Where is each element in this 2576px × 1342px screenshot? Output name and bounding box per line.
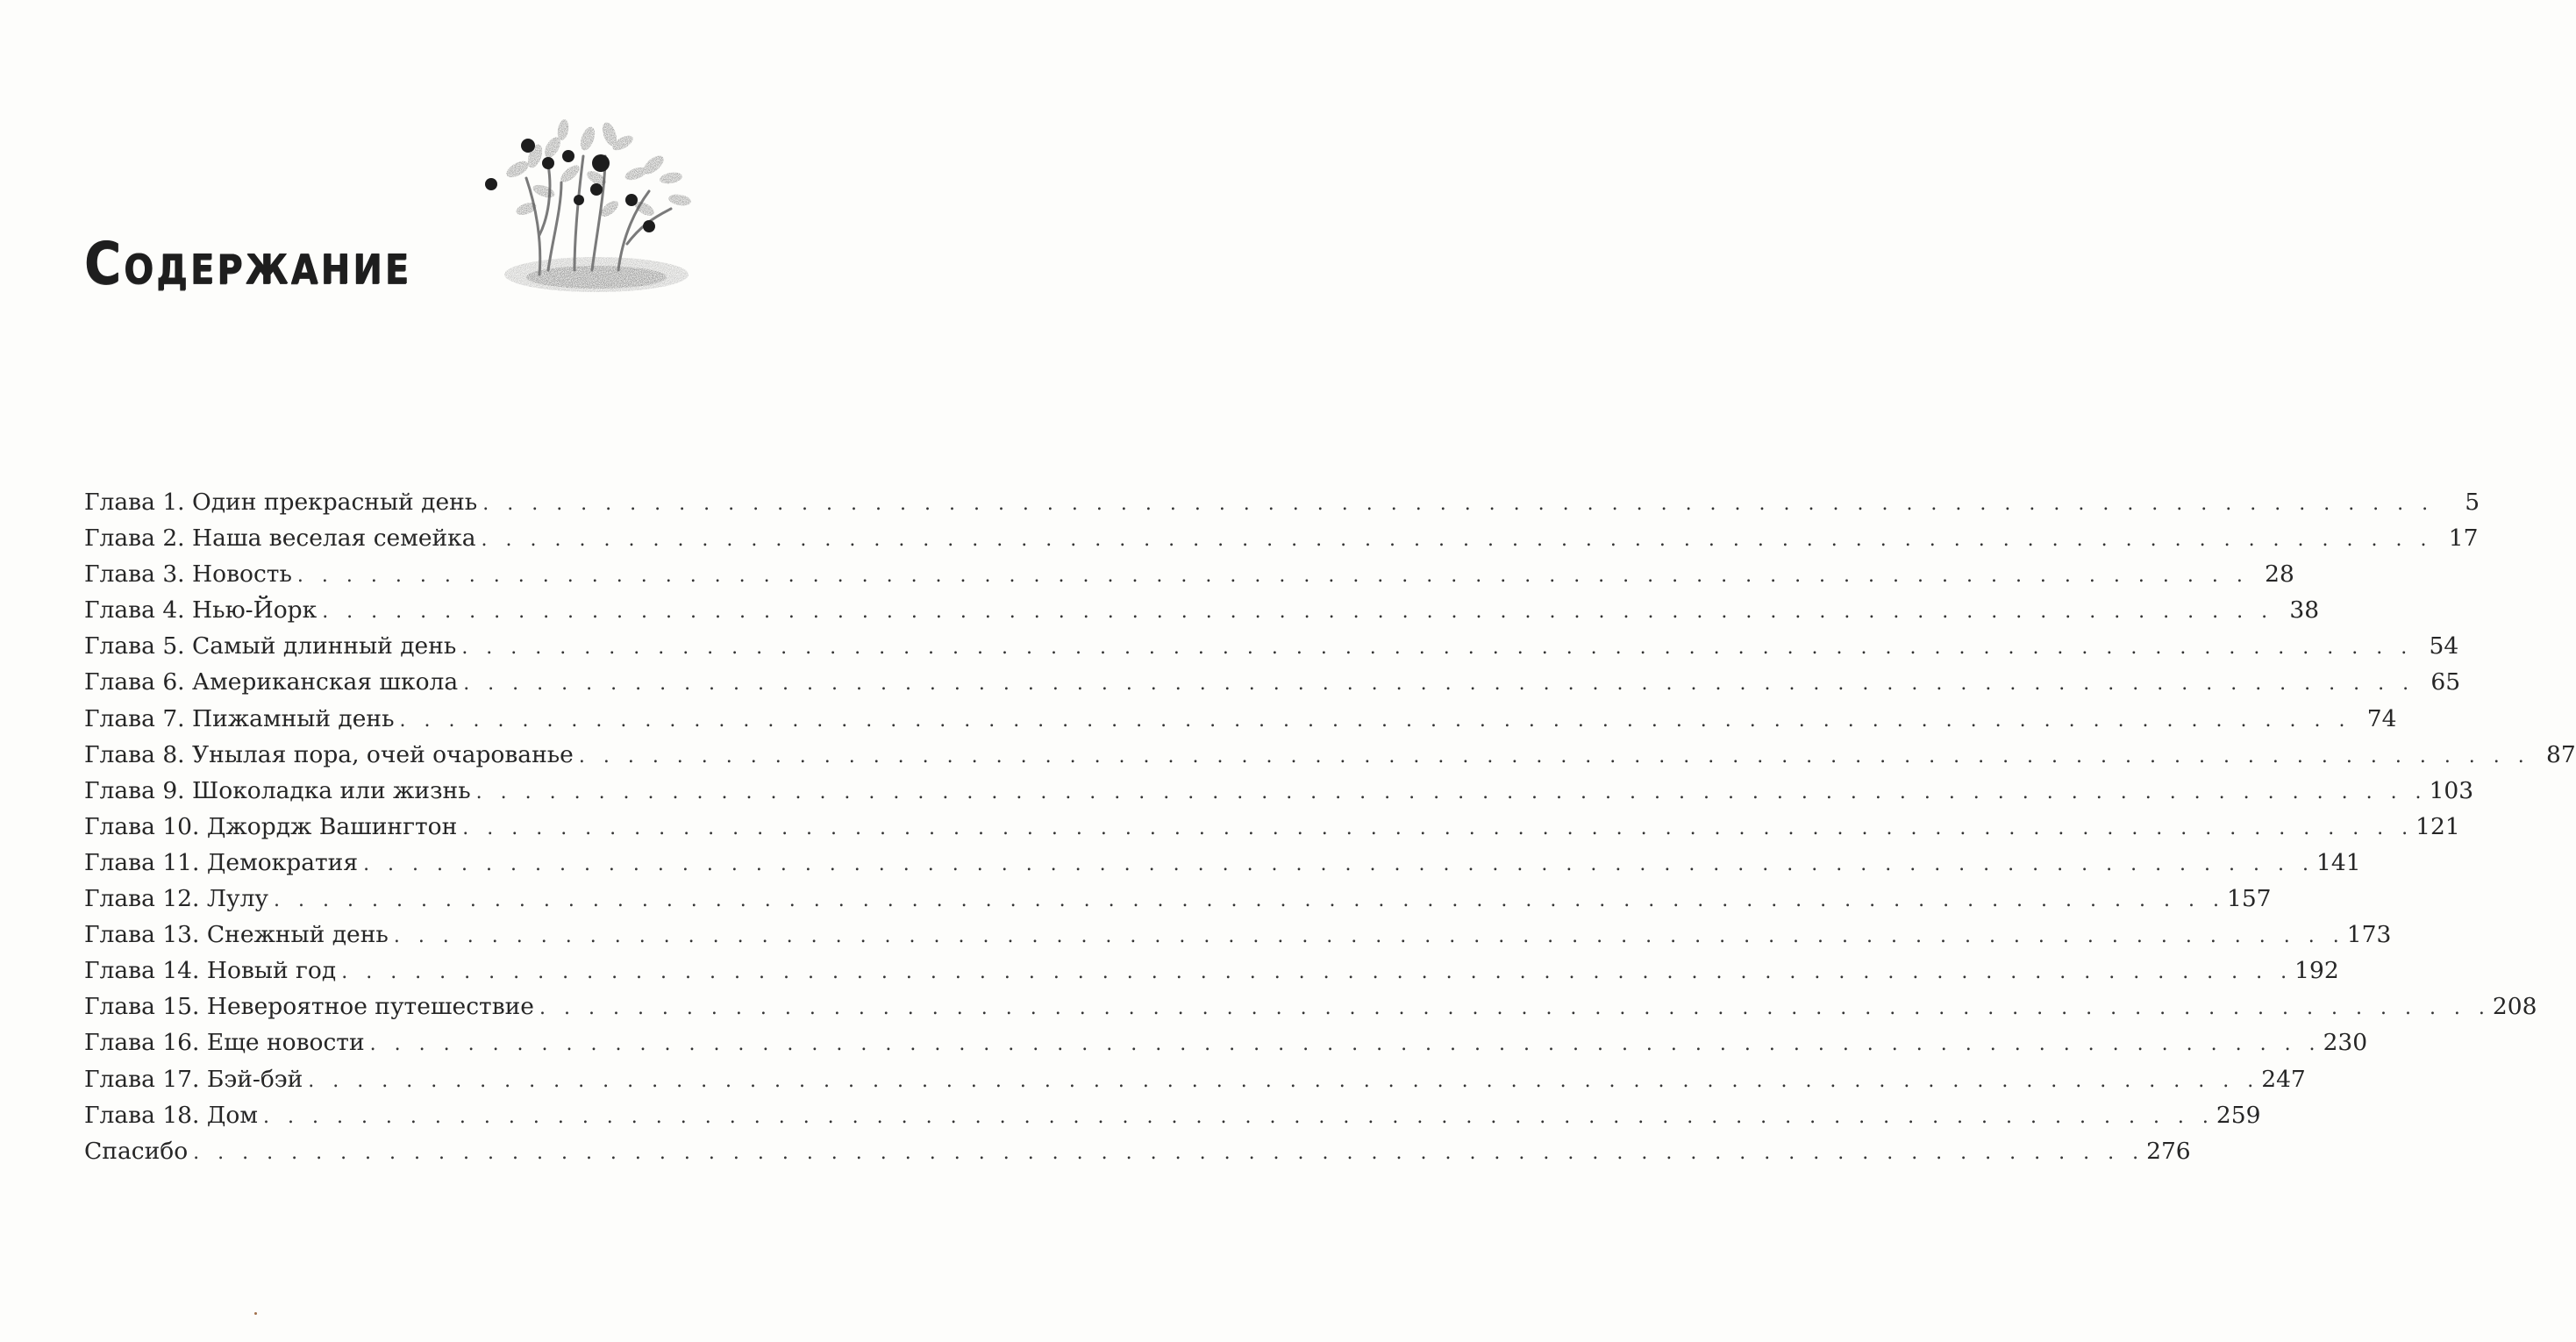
toc-entry-title: Глава 14. Новый год <box>84 957 337 985</box>
toc-page-number: 157 <box>2226 885 2272 913</box>
toc-page-number: 87 <box>2546 740 2576 768</box>
toc-dot-leader: . . . . . . . . . . . . . . . . . . . . . . . . . . . . . . . . . . . . . . . . . . . . . . . . . . . . . . . . . . . . . . . . . . . . . . . . . . . . . . . . <box>578 745 2530 767</box>
toc-page-number: 5 <box>2465 489 2480 516</box>
toc-entry-title: Глава 18. Дом <box>84 1101 258 1129</box>
toc-entry-title: Глава 8. Унылая пора, очей очарованье <box>84 740 574 768</box>
toc-entry-title: Глава 1. Один прекрасный день <box>84 489 478 516</box>
toc-entry-title: Глава 16. Еще новости <box>84 1029 365 1057</box>
toc-dot-leader: . . . . . . . . . . . . . . . . . . . . . . . . . . . . . . . . . . . . . . . . . . . . . . . . . . . . . . . . . . . . . . . . . . . . . . . . . . . . . . . . <box>461 637 2414 660</box>
toc-dot-leader: . . . . . . . . . . . . . . . . . . . . . . . . . . . . . . . . . . . . . . . . . . . . . . . . . . . . . . . . . . . . . . . . . . . . . . . . . . . . . . . . <box>539 997 2491 1020</box>
toc-entry <box>84 592 2320 628</box>
toc-dot-leader: . . . . . . . . . . . . . . . . . . . . . . . . . . . . . . . . . . . . . . . . . . . . . . . . . . . . . . . . . . . . . . . . . . . . . . . . . . . . . . . . <box>363 853 2315 875</box>
toc-page-number: 74 <box>2366 704 2397 732</box>
toc-entry-title: Глава 13. Снежный день <box>84 921 389 949</box>
toc-entry <box>84 484 2480 520</box>
toc-dot-leader: . . . . . . . . . . . . . . . . . . . . . . . . . . . . . . . . . . . . . . . . . . . . . . . . . . . . . . . . . . . . . . . . . . . . . . . . . . . . . . . . <box>296 565 2249 588</box>
toc-entry-title: Глава 9. Шоколадка или жизнь <box>84 776 471 804</box>
toc-entry <box>84 809 2460 845</box>
page-title: Содержание <box>84 230 412 297</box>
toc-dot-leader: . . . . . . . . . . . . . . . . . . . . . . . . . . . . . . . . . . . . . . . . . . . . . . . . . . . . . . . . . . . . . . . . . . . . . . . . . . . . . . . . <box>462 817 2415 839</box>
toc-dot-leader: . . . . . . . . . . . . . . . . . . . . . . . . . . . . . . . . . . . . . . . . . . . . . . . . . . . . . . . . . . . . . . . . . . . . . . . . . . . . . . . . <box>482 493 2435 515</box>
toc-entry <box>84 917 2392 953</box>
toc-dot-leader: . . . . . . . . . . . . . . . . . . . . . . . . . . . . . . . . . . . . . . . . . . . . . . . . . . . . . . . . . . . . . . . . . . . . . . . . . . . . . . . . <box>369 1033 2322 1056</box>
toc-entry-title: Глава 5. Самый длинный день <box>84 632 457 660</box>
toc-page-number: 247 <box>2261 1065 2306 1093</box>
toc-entry <box>84 1133 2191 1169</box>
toc-entry <box>84 628 2459 664</box>
toc-entry-title: Глава 12. Лулу <box>84 885 269 913</box>
table-of-contents <box>84 484 2576 1169</box>
toc-page-number: 230 <box>2323 1029 2368 1057</box>
toc-dot-leader: . . . . . . . . . . . . . . . . . . . . . . . . . . . . . . . . . . . . . . . . . . . . . . . . . . . . . . . . . . . . . . . . . . . . . . . . . . . . . . . . <box>463 673 2415 696</box>
toc-dot-leader: . . . . . . . . . . . . . . . . . . . . . . . . . . . . . . . . . . . . . . . . . . . . . . . . . . . . . . . . . . . . . . . . . . . . . . . . . . . . . . . . <box>322 601 2274 624</box>
toc-dot-leader: . . . . . . . . . . . . . . . . . . . . . . . . . . . . . . . . . . . . . . . . . . . . . . . . . . . . . . . . . . . . . . . . . . . . . . . . . . . . . . . . <box>481 529 2433 552</box>
toc-entry <box>84 953 2339 989</box>
toc-entry <box>84 845 2361 881</box>
toc-dot-leader: . . . . . . . . . . . . . . . . . . . . . . . . . . . . . . . . . . . . . . . . . . . . . . . . . . . . . . . . . . . . . . . . . . . . . . . . . . . . . . . . <box>393 925 2345 948</box>
toc-page-number: 141 <box>2316 848 2361 876</box>
toc-entry <box>84 664 2461 700</box>
toc-dot-leader: . . . . . . . . . . . . . . . . . . . . . . . . . . . . . . . . . . . . . . . . . . . . . . . . . . . . . . . . . . . . . . . . . . . . . . . . . . . . . . . . <box>274 889 2225 912</box>
toc-page-number: 192 <box>2294 957 2339 985</box>
blueberry-bush-icon <box>465 95 710 305</box>
toc-entry-title: Глава 17. Бэй-бэй <box>84 1065 303 1093</box>
toc-page-number: 65 <box>2430 668 2461 696</box>
toc-dot-leader: . . . . . . . . . . . . . . . . . . . . . . . . . . . . . . . . . . . . . . . . . . . . . . . . . . . . . . . . . . . . . . . . . . . . . . . . . . . . . . . . <box>193 1141 2145 1164</box>
toc-page-number: 259 <box>2216 1101 2261 1129</box>
toc-dot-leader: . . . . . . . . . . . . . . . . . . . . . . . . . . . . . . . . . . . . . . . . . . . . . . . . . . . . . . . . . . . . . . . . . . . . . . . . . . . . . . . . <box>341 961 2294 984</box>
toc-page-number: 17 <box>2448 525 2479 553</box>
toc-entry-title: Глава 10. Джордж Вашингтон <box>84 812 458 840</box>
toc-entry <box>84 701 2397 737</box>
toc-entry-title: Глава 3. Новость <box>84 560 292 589</box>
toc-page-number: 38 <box>2289 596 2320 625</box>
toc-entry <box>84 556 2294 592</box>
toc-entry <box>84 1061 2306 1097</box>
toc-page-number: 103 <box>2429 776 2474 804</box>
toc-entry <box>84 989 2537 1024</box>
toc-page-number: 208 <box>2492 993 2537 1021</box>
toc-page-number: 173 <box>2346 921 2392 949</box>
toc-entry-title: Глава 11. Демократия <box>84 848 359 876</box>
toc-dot-leader: . . . . . . . . . . . . . . . . . . . . . . . . . . . . . . . . . . . . . . . . . . . . . . . . . . . . . . . . . . . . . . . . . . . . . . . . . . . . . . . . <box>475 781 2428 803</box>
toc-page-number: 28 <box>2265 560 2294 589</box>
toc-entry-title: Глава 7. Пижамный день <box>84 704 395 732</box>
toc-page-number: 121 <box>2415 812 2460 840</box>
toc-dot-leader: . . . . . . . . . . . . . . . . . . . . . . . . . . . . . . . . . . . . . . . . . . . . . . . . . . . . . . . . . . . . . . . . . . . . . . . . . . . . . . . . <box>399 709 2351 732</box>
toc-entry-title: Глава 2. Наша веселая семейка <box>84 525 476 553</box>
toc-page-number: 54 <box>2429 632 2459 660</box>
toc-page-number: 276 <box>2146 1137 2191 1165</box>
toc-entry-title: Глава 15. Невероятное путешествие <box>84 993 534 1021</box>
toc-entry <box>84 1024 2368 1060</box>
toc-entry-title: Спасибо <box>84 1137 189 1165</box>
toc-entry-title: Глава 4. Нью-Йорк <box>84 596 318 625</box>
toc-entry-title: Глава 6. Американская школа <box>84 668 459 696</box>
toc-dot-leader: . . . . . . . . . . . . . . . . . . . . . . . . . . . . . . . . . . . . . . . . . . . . . . . . . . . . . . . . . . . . . . . . . . . . . . . . . . . . . . . . <box>308 1069 2260 1092</box>
toc-dot-leader: . . . . . . . . . . . . . . . . . . . . . . . . . . . . . . . . . . . . . . . . . . . . . . . . . . . . . . . . . . . . . . . . . . . . . . . . . . . . . . . . <box>263 1105 2215 1128</box>
toc-entry <box>84 881 2272 917</box>
paper-speck <box>254 1312 257 1315</box>
toc-entry <box>84 520 2479 556</box>
toc-entry <box>84 773 2474 809</box>
toc-entry <box>84 737 2576 773</box>
toc-entry <box>84 1097 2261 1133</box>
